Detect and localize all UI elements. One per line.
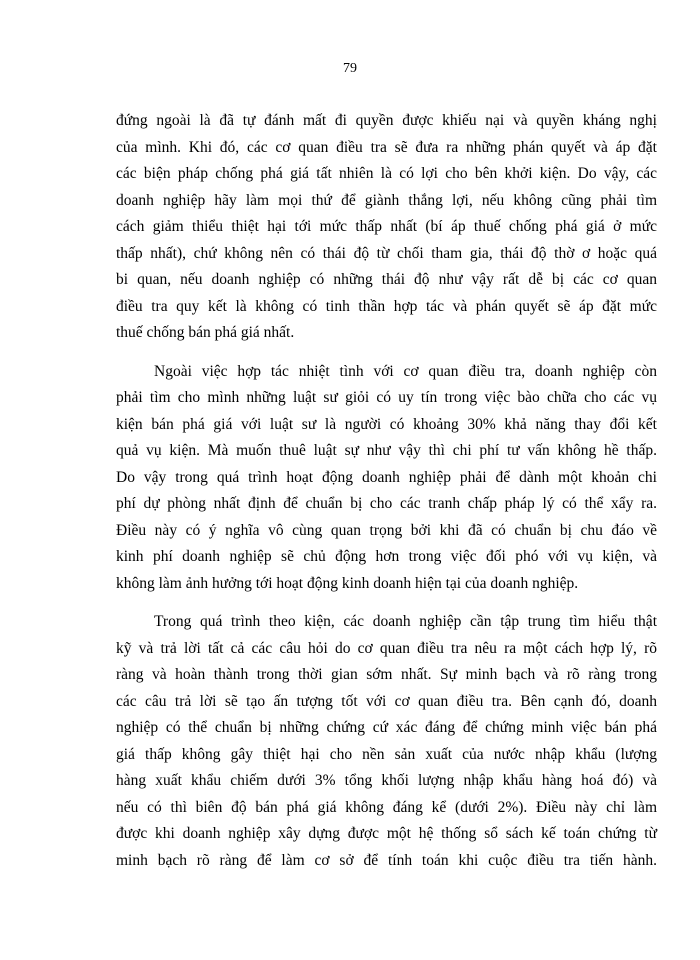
paragraph-2 [116,359,657,598]
text-line: ràng và hoàn thành trong thời gian sớm nhất. Sự minh bạch và rõ ràng trong [116,666,657,683]
text-line: được khi doanh nghiệp xây dựng được một hệ thống sổ sách kế toán chứng từ [116,825,657,842]
text-line: thấp nhất), chứ không nên có thái độ từ chối tham gia, thái độ thờ ơ hoặc quá [116,244,657,262]
text-line: điều tra quy kết là không có tinh thần hợp tác và phán quyết sẽ áp đặt mức [116,297,657,315]
text-line: các câu trả lời sẽ tạo ấn tượng tốt với cơ quan điều tra. Bên cạnh đó, doanh [116,692,657,710]
text-line: minh bạch rõ ràng để làm cơ sở để tính toán khi cuộc điều tra tiến hành. [116,851,657,869]
text-line: doanh nghiệp hãy làm mọi thứ để giành thắng lợi, nếu không cũng phải tìm [116,191,657,209]
paragraph-3 [116,609,657,874]
text-line: quả vụ kiện. Mà muốn thuê luật sự như vậy thì chi phí tư vấn không hề thấp. [116,442,657,459]
text-line: Trong quá trình theo kiện, các doanh nghiệp cần tập trung tìm hiểu thật [154,613,657,630]
text-line: Do vậy trong quá trình hoạt động doanh nghiệp phải để dành một khoản chi [116,468,657,486]
text-line: kiện bán phá giá với luật sư là người có khoảng 30% khả năng thay đổi kết [116,415,657,433]
text-line: phí dự phòng nhất định để chuẩn bị cho các tranh chấp pháp lý có thể xẩy ra. [116,495,657,512]
text-line: thuế chống bán phá giá nhất. [116,324,295,341]
text-line: của mình. Khi đó, các cơ quan điều tra sẽ đưa ra những phán quyết và áp đặt [116,138,657,156]
text-line: nghiệp có thể chuẩn bị những chứng cứ xác đáng để chứng minh việc bán phá [116,719,657,736]
text-line: đứng ngoài là đã tự đánh mất đi quyền được khiếu nại và quyền kháng nghị [116,112,657,129]
text-line: phải tìm cho mình những luật sư giỏi có uy tín trong việc bào chữa cho các vụ [116,389,657,406]
text-line: không làm ảnh hưởng tới hoạt động kinh doanh hiện tại của doanh nghiệp. [116,574,579,592]
text-line: bi quan, nếu doanh nghiệp có những thái độ như vậy rất dễ bị các cơ quan [116,271,657,288]
text-line: giá thấp không gây thiệt hại cho nền sản xuất của nước nhập khẩu (lượng [116,745,657,763]
text-line: kỹ và trả lời tất cả các câu hỏi do cơ quan điều tra nêu ra một cách hợp lý, rõ [116,639,657,657]
paragraph-1 [116,108,657,347]
text-line: Ngoài việc hợp tác nhiệt tình với cơ quan điều tra, doanh nghiệp còn [154,362,657,380]
text-line: hàng xuất khẩu chiếm dưới 3% tổng khối lượng nhập khẩu hàng hoá đó) và [116,772,657,789]
text-line: cách giảm thiểu thiệt hại tới mức thấp nhất (bí áp thuế chống phá giá ở mức [116,218,657,235]
text-line: kinh phí doanh nghiệp sẽ chủ động hơn trong việc đối phó với vụ kiện, và [116,548,657,565]
body-text [116,108,657,886]
text-line: nếu có thì biên độ bán phá giá không đáng kể (dưới 2%). Điều này chỉ làm [116,798,657,816]
text-line: Điều này có ý nghĩa vô cùng quan trọng bởi khi đã có chuẩn bị chu đáo về [116,521,657,539]
text-line: các biện pháp chống phá giá tất nhiên là có lợi cho bên khởi kiện. Do vậy, các [116,165,657,182]
page-number: 79 [343,61,357,76]
